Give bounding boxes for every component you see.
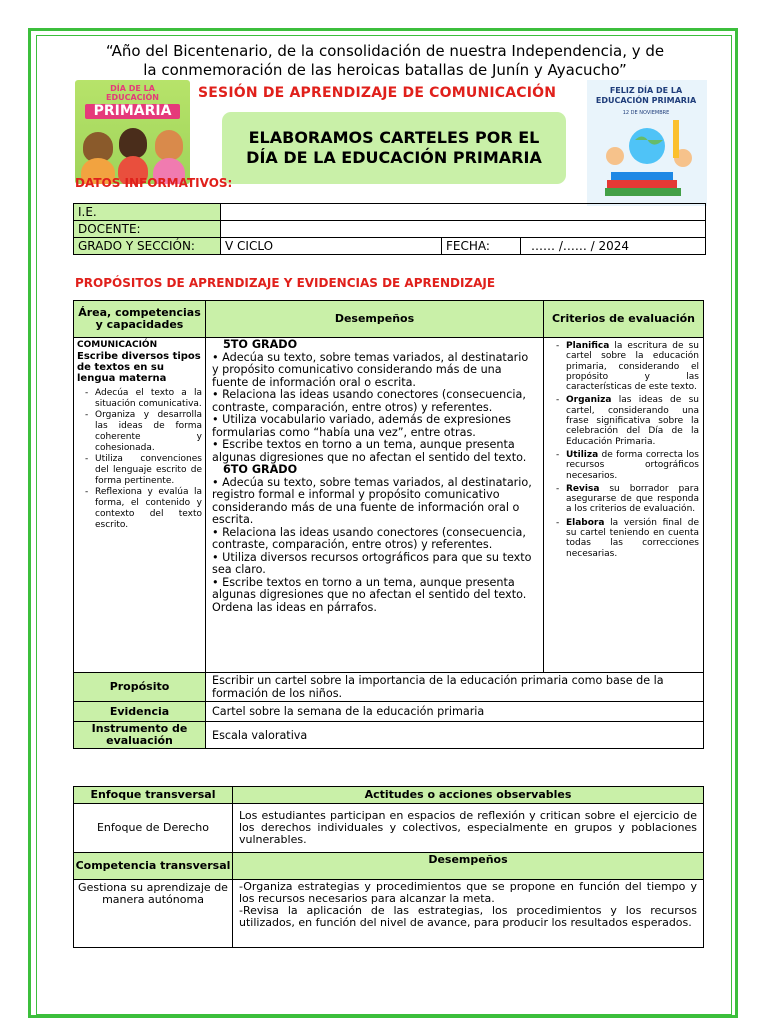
desempeno-transversal-2: -Revisa la aplicación de las estrategias, los procedimientos y los recursos utilizados, en función del nivel de avance, para producir los resultados esperados. bbox=[239, 904, 697, 929]
area-cell bbox=[74, 338, 206, 673]
table-row bbox=[74, 204, 706, 221]
desempeno-item: • Escribe textos en torno a un tema, aunque presenta algunas digresiones que no afectan el sentido del texto. Ordena las ideas en párrafos. bbox=[212, 575, 527, 614]
propositos-table bbox=[73, 300, 704, 749]
children-illustration bbox=[75, 80, 190, 184]
criterio-item bbox=[566, 395, 699, 446]
competencia-name: Escribe diversos tipos de textos en su lengua materna bbox=[77, 351, 201, 384]
left-image-caption-big: PRIMARIA bbox=[85, 104, 180, 119]
table-row bbox=[74, 702, 704, 722]
motto-line-1: “Año del Bicentenario, de la consolidación de nuestra Independencia, y de bbox=[105, 42, 665, 60]
primary-education-illustration bbox=[587, 80, 707, 206]
criterio-verb: Organiza bbox=[566, 395, 612, 406]
enfoque-description: Los estudiantes participan en espacios de reflexión y critican sobre el ejercicio de los derechos individuales y colectivos, especialmente en grupos y poblaciones vulnerables. bbox=[233, 804, 704, 853]
area-title: COMUNICACIÓN bbox=[77, 340, 158, 350]
col-criterios-header: Criterios de evaluación bbox=[544, 301, 704, 338]
proposito-value: Escribir un cartel sobre la importancia de la educación primaria como base de la formación de los niños. bbox=[206, 673, 704, 702]
criterio-text: las ideas de su cartel, considerando una frase significativa sobre la celebración del Día de la Educación Primaria. bbox=[566, 395, 699, 447]
grado-value[interactable]: V CICLO bbox=[221, 238, 442, 255]
propositos-title: PROPÓSITOS DE APRENDIZAJE Y EVIDENCIAS DE APRENDIZAJE bbox=[75, 276, 496, 290]
docente-field[interactable] bbox=[221, 221, 706, 238]
desempeno-item: • Adecúa su texto, sobre temas variados, al destinatario, registro formal e informal y propósito comunicativo considerando más de una fuente de información oral o escrita. bbox=[212, 475, 532, 526]
desempeno-item: • Relaciona las ideas usando conectores (consecuencia, contraste, comparación, entre otros) y referentes. bbox=[212, 388, 526, 414]
right-image-date: 12 DE NOVIEMBRE bbox=[622, 110, 670, 116]
desempenos-6-list bbox=[212, 477, 537, 615]
session-title: SESIÓN DE APRENDIZAJE DE COMUNICACIÓN bbox=[198, 85, 557, 101]
table-row bbox=[74, 804, 704, 853]
table-header-row bbox=[74, 853, 704, 880]
desempeno-item: • Adecúa su texto, sobre temas variados, al destinatario y propósito comunicativo considerando más de una fuente de información oral o escrita. bbox=[212, 350, 529, 389]
grado-label: GRADO Y SECCIÓN: bbox=[74, 238, 221, 255]
desempeno-item: • Relaciona las ideas usando conectores (consecuencia, contraste, comparación, entre otros) y referentes. bbox=[212, 525, 526, 551]
capacidad-item: - Organiza y desarrolla las ideas de forma coherente y cohesionada. bbox=[95, 410, 202, 454]
evidencia-value: Cartel sobre la semana de la educación primaria bbox=[206, 702, 704, 722]
datos-informativos-label: DATOS INFORMATIVOS: bbox=[75, 176, 233, 190]
enfoques-table bbox=[73, 786, 704, 948]
capacidad-item: - Reflexiona y evalúa la forma, el contenido y contexto del texto escrito. bbox=[95, 487, 202, 531]
docente-label: DOCENTE: bbox=[74, 221, 221, 238]
competencia-transversal-name: Gestiona su aprendizaje de manera autónoma bbox=[74, 880, 233, 948]
left-image-caption-top: DÍA DE LA EDUCACIÓN bbox=[105, 84, 159, 102]
instrumento-label: Instrumento de evaluación bbox=[74, 722, 206, 749]
criterio-text: la versión final de su cartel teniendo en cuenta todas las correcciones necesarias. bbox=[566, 517, 699, 559]
fecha-value[interactable]: …… /…… / 2024 bbox=[521, 238, 706, 255]
table-row bbox=[74, 722, 704, 749]
table-row bbox=[74, 338, 704, 673]
col-area-header: Área, competencias y capacidades bbox=[74, 301, 206, 338]
criterio-text: su borrador para asegurarse de que responda a los criterios de evaluación. bbox=[566, 483, 699, 515]
desempeno-item: • Utiliza diversos recursos ortográficos para que su texto sea claro. bbox=[212, 550, 532, 576]
criterio-item bbox=[566, 450, 699, 481]
desempeno-item: • Utiliza vocabulario variado, además de expresiones formularias como “había una vez”, entre otras. bbox=[212, 413, 511, 439]
criterio-verb: Revisa bbox=[566, 483, 600, 494]
enfoque-name: Enfoque de Derecho bbox=[74, 804, 233, 853]
capacidad-item: - Adecúa el texto a la situación comunicativa. bbox=[95, 388, 202, 410]
col-enfoque-header: Enfoque transversal bbox=[74, 787, 233, 804]
capacidad-item: - Utiliza convenciones del lenguaje escrito de forma pertinente. bbox=[95, 454, 202, 487]
motto-line-2: la conmemoración de las heroicas batallas de Junín y Ayacucho” bbox=[143, 61, 627, 79]
fecha-label: FECHA: bbox=[442, 238, 521, 255]
capacidades-list bbox=[77, 388, 202, 531]
desempenos-5-list bbox=[212, 352, 537, 465]
col-competencia-header: Competencia transversal bbox=[74, 853, 233, 880]
col-desempenos-header: Desempeños bbox=[206, 301, 544, 338]
criterio-verb: Elabora bbox=[566, 517, 605, 528]
banner-title: ELABORAMOS CARTELES POR EL DÍA DE LA EDUCACIÓN PRIMARIA bbox=[222, 112, 566, 184]
criterio-verb: Utiliza bbox=[566, 449, 599, 460]
criterio-text: la escritura de su cartel sobre la educación primaria, considerando el propósito y las características de este texto. bbox=[566, 341, 699, 393]
desempeno-item: • Escribe textos en torno a un tema, aunque presenta algunas digresiones que no afectan el sentido del texto. bbox=[212, 438, 527, 464]
table-row bbox=[74, 673, 704, 702]
table-row bbox=[74, 880, 704, 948]
national-motto bbox=[60, 42, 710, 80]
evidencia-label: Evidencia bbox=[74, 702, 206, 722]
left-image-caption bbox=[85, 84, 180, 119]
table-row bbox=[74, 238, 706, 255]
col-actitudes-header: Actitudes o acciones observables bbox=[233, 787, 704, 804]
grade-5-label: 5TO GRADO bbox=[223, 338, 298, 351]
table-header-row bbox=[74, 787, 704, 804]
criterio-verb: Planifica bbox=[566, 341, 610, 351]
competencia-desempenos bbox=[233, 880, 704, 948]
right-image-caption: FELIZ DÍA DE LA EDUCACIÓN PRIMARIA bbox=[595, 86, 697, 105]
desempenos-cell bbox=[206, 338, 544, 673]
table-header-row bbox=[74, 301, 704, 338]
table-row bbox=[74, 221, 706, 238]
criterios-list bbox=[548, 341, 699, 559]
proposito-label: Propósito bbox=[74, 673, 206, 702]
desempeno-transversal-1: -Organiza estrategias y procedimientos que se propone en función del tiempo y los recursos necesarios para alcanzar la meta. bbox=[239, 880, 697, 905]
criterio-item bbox=[566, 341, 699, 392]
ie-label: I.E. bbox=[74, 204, 221, 221]
criterio-item bbox=[566, 484, 699, 515]
criterio-item bbox=[566, 518, 699, 559]
col-desempenos-transversal-header: Desempeños bbox=[233, 853, 704, 880]
criterio-text: de forma correcta los recursos ortográficos necesarios. bbox=[566, 449, 699, 481]
datos-table bbox=[73, 203, 706, 255]
instrumento-value: Escala valorativa bbox=[206, 722, 704, 749]
criterios-cell bbox=[544, 338, 704, 673]
books-globe-icon bbox=[587, 80, 707, 206]
ie-field[interactable] bbox=[221, 204, 706, 221]
grade-6-label: 6TO GRADO bbox=[223, 463, 298, 476]
